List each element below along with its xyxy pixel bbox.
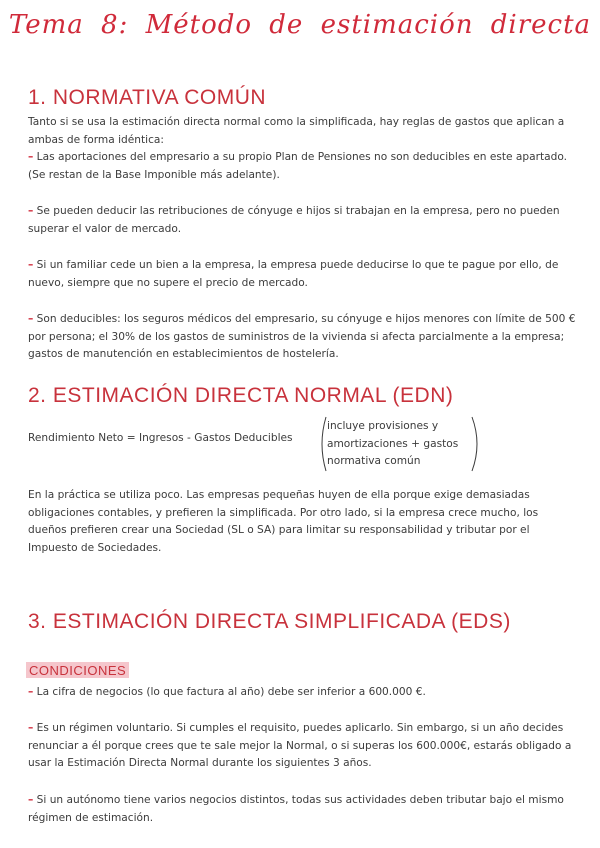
bullet-dash: – [28,722,34,734]
bullet-dash: – [28,205,34,217]
brace-line-1: incluye provisiones y [327,420,439,432]
section-1-intro-text: Tanto si se usa la estimación directa normal como la simplificada, hay reglas de gastos que aplican a ambas de forma idéntica: [28,116,565,146]
section-3-item-3: Si un autónomo tiene varios negocios distintos, todas sus actividades deben tributar bajo el mismo régimen de estimación. [28,794,564,824]
section-1-item-3-block [28,257,576,292]
bullet-dash: – [28,259,34,271]
bullet-dash: – [28,151,34,164]
section-3-item-1-block [28,684,576,702]
section-1-item-1: Las aportaciones del empresario a su propio Plan de Pensiones no son deducibles en este apartado. (Se restan de la Base Imponible más adelante). [28,151,567,181]
section-3-heading: 3. ESTIMACIÓN DIRECTA SIMPLIFICADA (EDS) [28,610,511,633]
page-title: Tema 8: Método de estimación directa [8,10,592,40]
section-1-item-2: Se pueden deducir las retribuciones de cónyuge e hijos si trabajan en la empresa, pero no pueden superar el valor de mercado. [28,205,560,235]
section-1-heading: 1. NORMATIVA COMÚN [28,86,267,109]
section-1-item-4: Son deducibles: los seguros médicos del empresario, su cónyuge e hijos menores con límite de 500 € por persona; el 30% de los gastos de suministros de la vivienda si afecta parcialmente a la empresa; gastos de manutención en establecimientos de hostelería. [28,313,576,361]
formula-brace-note [320,414,486,474]
bullet-dash: – [28,313,34,325]
section-1-item-3: Si un familiar cede un bien a la empresa, la empresa puede deducirse lo que te pague por ello, de nuevo, siempre que no supere el precio de mercado. [28,259,559,289]
section-3-item-1: La cifra de negocios (lo que factura al año) debe ser inferior a 600.000 €. [36,686,426,698]
bullet-dash: – [28,794,34,806]
section-3-item-3-block [28,792,576,827]
section-3-item-2: Es un régimen voluntario. Si cumples el requisito, puedes aplicarlo. Sin embargo, si un año decides renunciar a él porque crees que te sale mejor la Normal, o si superas los 600.000€, estarás obligado a usar la Estimación Directa Normal durante los siguientes 3 años. [28,722,572,770]
section-3-item-2-block [28,720,576,773]
section-1-intro [28,114,576,184]
conditions-badge: CONDICIONES [26,662,129,678]
bullet-dash: – [28,686,34,698]
formula: Rendimiento Neto = Ingresos - Gastos Deducibles [28,432,293,444]
brace-line-2: amortizaciones + gastos [327,437,459,450]
section-2-heading: 2. ESTIMACIÓN DIRECTA NORMAL (EDN) [28,384,454,407]
section-2-paragraph: En la práctica se utiliza poco. Las empresas pequeñas huyen de ella porque exige demasiadas obligaciones contables, y prefieren la simplificada. Por otro lado, si la empresa crece mucho, los dueños prefieren crear una Sociedad (SL o SA) para limitar su responsabilidad y tributar por el Impuesto de Sociedades. [28,489,539,554]
section-1-item-2-block [28,203,576,238]
section-1-item-4-block [28,311,576,364]
brace-line-3: normativa común [327,455,421,467]
